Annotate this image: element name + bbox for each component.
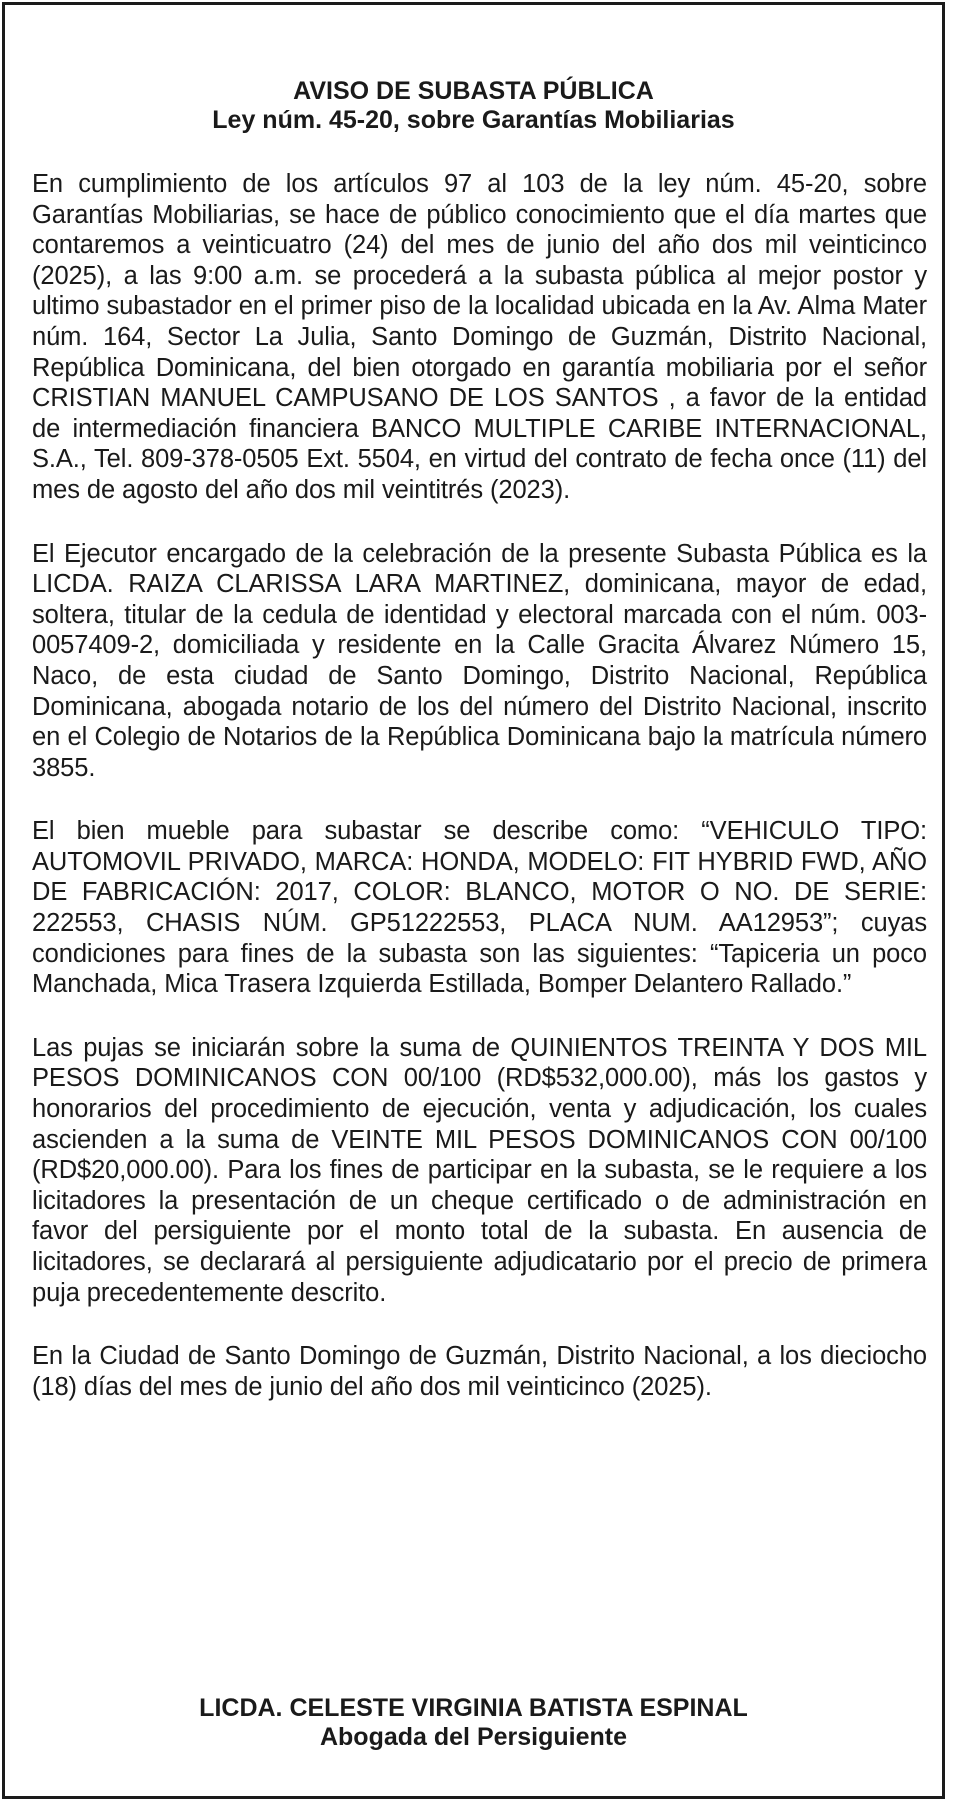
signature-role: Abogada del Persiguiente bbox=[319, 1723, 627, 1751]
notice-subtitle: Ley núm. 45-20, sobre Garantías Mobiliarias bbox=[212, 106, 735, 134]
paragraph-auction-announcement: En cumplimiento de los artículos 97 al 103 de la ley núm. 45-20, sobre Garantías Mobiliarias, se hace de público conocimiento que el día martes que contaremos a veinticuatro (24) del mes de junio del año dos mil veinticinco (2025), a las 9:00 a.m. se procederá a la subasta pública al mejor postor y ultimo subastador en el primer piso de la localidad ubicada en la Av. Alma Mater núm. 164, Sector La Julia, Santo Domingo de Guzmán, Distrito Nacional, República Dominicana, del bien otorgado en garantía mobiliaria por el señor CRISTIAN MANUEL CAMPUSANO DE LOS SANTOS , a favor de la entidad de intermediación financiera BANCO MULTIPLE CARIBE INTERNACIONAL, S.A., Tel. 809-378-0505 Ext. 5504, en virtud del contrato de fecha once (11) del mes de agosto del año dos mil veintitrés (2023). bbox=[32, 170, 927, 504]
paragraph-asset-description: El bien mueble para subastar se describe como: “VEHICULO TIPO: AUTOMOVIL PRIVADO, MARCA: HONDA, MODELO: FIT HYBRID FWD, AÑO DE FABRICACIÓN: 2017, COLOR: BLANCO, MOTOR O NO. DE SERIE: 222553, CHASIS NÚM. GP51222553, PLACA NUM. AA12953”; cuyas condiciones para fines de la subasta son las siguientes: “Tapiceria un poco Manchada, Mica Trasera Izquierda Estillada, Bomper Delantero Rallado.” bbox=[32, 817, 927, 999]
paragraph-bidding-terms: Las pujas se iniciarán sobre la suma de QUINIENTOS TREINTA Y DOS MIL PESOS DOMINICANOS CON 00/100 (RD$532,000.00), más los gastos y honorarios del procedimiento de ejecución, venta y adjudicación, los cuales ascienden a la suma de VEINTE MIL PESOS DOMINICANOS CON 00/100 (RD$20,000.00). Para los fines de participar en la subasta, se le requiere a los licitadores la presentación de un cheque certificado o de administración en favor del persiguiente por el monto total de la subasta. En ausencia de licitadores, se declarará al persiguiente adjudicatario por el precio de primera puja precedentemente descrito. bbox=[32, 1033, 927, 1307]
legal-notice bbox=[2, 2, 945, 1799]
paragraph-date-place: En la Ciudad de Santo Domingo de Guzmán, Distrito Nacional, a los dieciocho (18) días del mes de junio del año dos mil veinticinco (2025). bbox=[32, 1342, 927, 1401]
notice-header bbox=[5, 77, 942, 135]
signature-block bbox=[5, 1694, 942, 1752]
paragraph-executor: El Ejecutor encargado de la celebración de la presente Subasta Pública es la LICDA. RAIZA CLARISSA LARA MARTINEZ, dominicana, mayor de edad, soltera, titular de la cedula de identidad y electoral marcada con el núm. 003-0057409-2, domiciliada y residente en la Calle Gracita Álvarez Número 15, Naco, de esta ciudad de Santo Domingo, Distrito Nacional, República Dominicana, abogada notario de los del número del Distrito Nacional, inscrito en el Colegio de Notarios de la República Dominicana bajo la matrícula número 3855. bbox=[32, 539, 927, 782]
notice-body bbox=[32, 169, 927, 1402]
notice-title: AVISO DE SUBASTA PÚBLICA bbox=[293, 77, 654, 105]
signature-name: LICDA. CELESTE VIRGINIA BATISTA ESPINAL bbox=[199, 1694, 748, 1722]
